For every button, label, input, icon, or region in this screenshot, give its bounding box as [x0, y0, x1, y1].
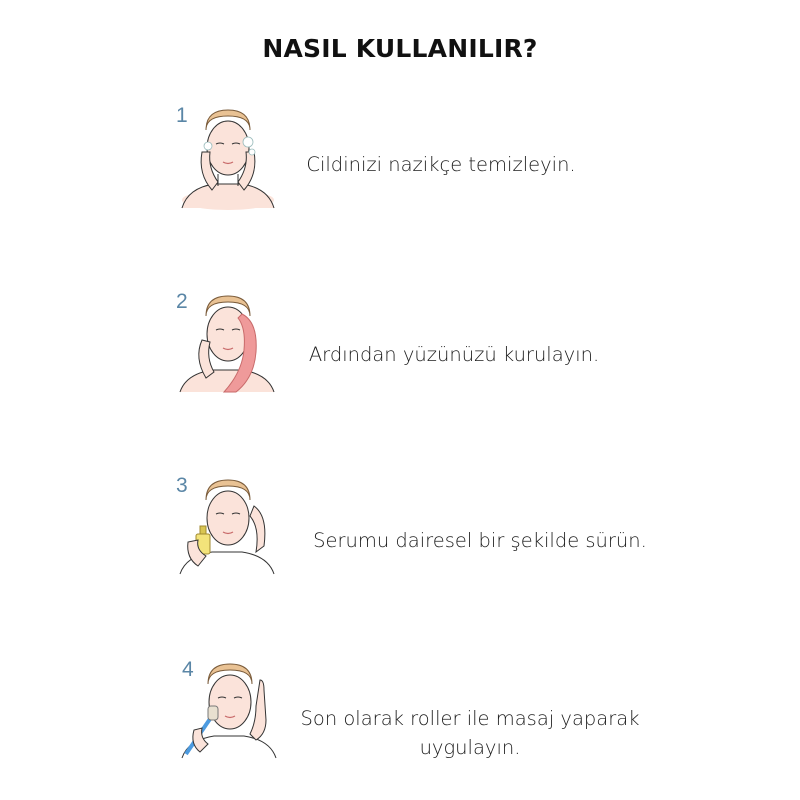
- step-text-4-line1: Son olarak roller ile masaj yaparak: [300, 707, 640, 730]
- woman-face-roller-icon: [176, 660, 282, 760]
- step-number-4: 4: [182, 658, 194, 681]
- woman-washing-face-icon: [178, 104, 278, 210]
- step-number-2: 2: [176, 290, 188, 313]
- step-number-1: 1: [176, 104, 188, 127]
- step-number-3: 3: [176, 474, 188, 497]
- step-text-4-line2: uygulayın.: [419, 736, 521, 759]
- step-text-3: Serumu dairesel bir şekilde sürün.: [313, 529, 647, 552]
- step-text-2: Ardından yüzünüzü kurulayın.: [308, 343, 600, 366]
- page-title: NASIL KULLANILIR?: [262, 34, 538, 63]
- woman-applying-serum-icon: [176, 476, 280, 576]
- step-text-1: Cildinizi nazikçe temizleyin.: [306, 153, 576, 176]
- woman-drying-face-icon: [176, 292, 280, 396]
